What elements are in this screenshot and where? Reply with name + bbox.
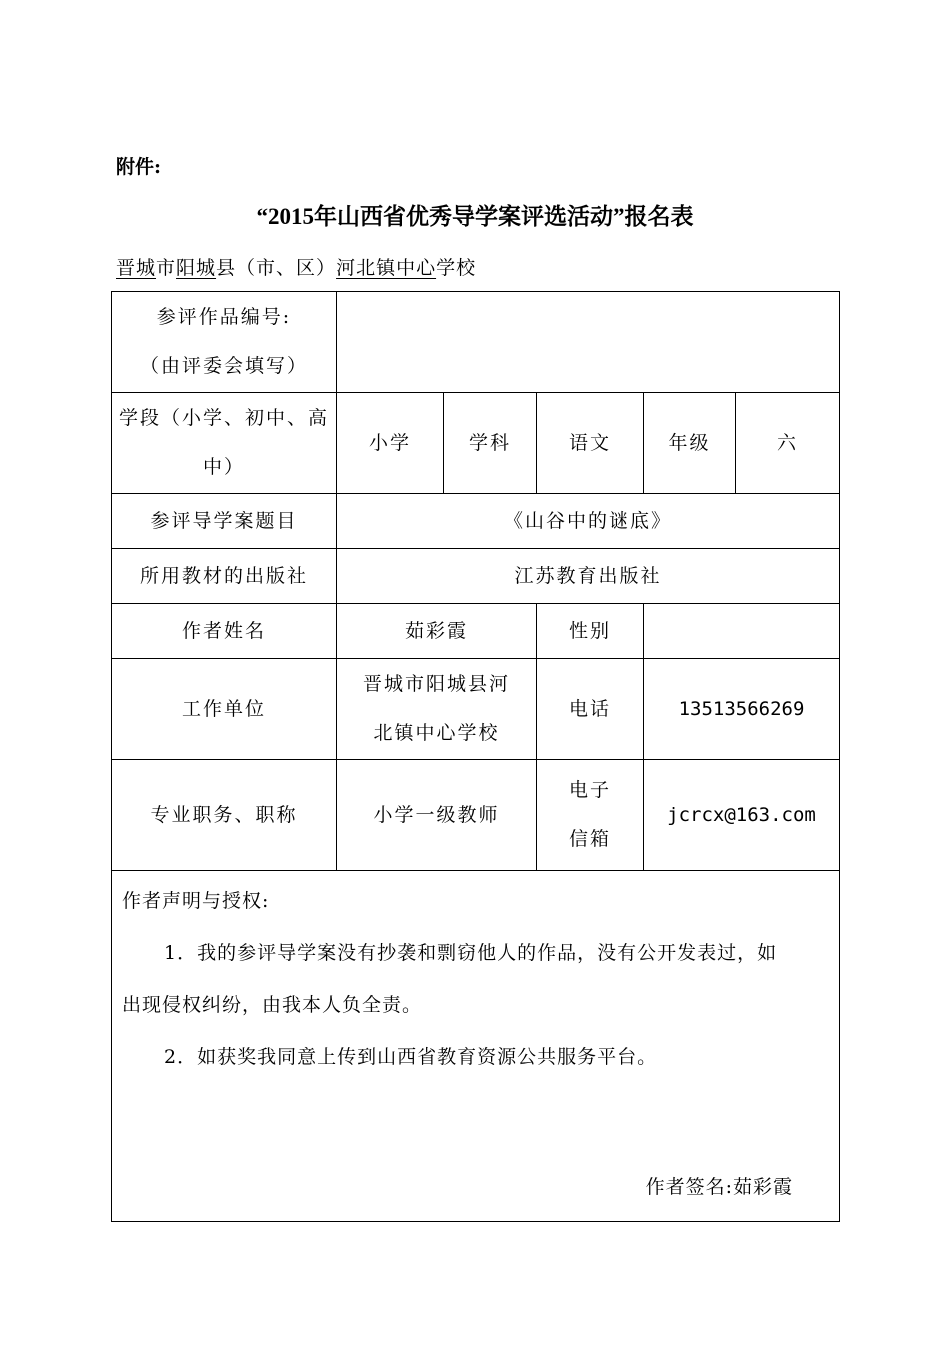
school-suffix: 学校 — [436, 257, 477, 279]
job-title-label: 专业职务、职称 — [112, 760, 337, 871]
author-label: 作者姓名 — [112, 604, 337, 659]
job-title-value: 小学一级教师 — [337, 760, 537, 871]
table-row — [112, 549, 840, 604]
phone-value: 13513566269 — [644, 659, 840, 760]
publisher-label: 所用教材的出版社 — [112, 549, 337, 604]
gender-label: 性别 — [537, 604, 644, 659]
signature-value: 茹彩霞 — [733, 1176, 794, 1198]
table-row — [112, 760, 840, 871]
registration-table — [111, 291, 840, 1222]
stage-value: 小学 — [337, 393, 444, 494]
signature-line — [122, 1161, 831, 1213]
declaration-section — [112, 871, 840, 1222]
topic-label: 参评导学案题目 — [112, 494, 337, 549]
unit-label: 工作单位 — [112, 659, 337, 760]
unit-value: 晋城市阳城县河 北镇中心学校 — [337, 659, 537, 760]
form-title: “2015年山西省优秀导学案评选活动”报名表 — [256, 204, 694, 229]
topic-value: 《山谷中的谜底》 — [337, 494, 840, 549]
email-label: 电子 信箱 — [537, 760, 644, 871]
declaration-item-1-cont: 出现侵权纠纷，由我本人负全责。 — [122, 994, 423, 1016]
grade-value: 六 — [736, 393, 840, 494]
table-row — [112, 292, 840, 393]
school-name: 河北镇中心 — [336, 257, 437, 279]
subject-label: 学科 — [444, 393, 537, 494]
table-row — [112, 494, 840, 549]
county-suffix: 县（市、区） — [216, 257, 337, 279]
grade-label: 年级 — [644, 393, 736, 494]
phone-label: 电话 — [537, 659, 644, 760]
table-row — [112, 871, 840, 1222]
county-name: 阳城 — [176, 257, 217, 279]
school-line — [116, 253, 476, 280]
attachment-label: 附件: — [116, 156, 162, 178]
email-value: jcrcx@163.com — [644, 760, 840, 871]
declaration-item-2: 2．如获奖我同意上传到山西省教育资源公共服务平台。 — [164, 1046, 658, 1068]
subject-value: 语文 — [537, 393, 644, 494]
author-value: 茹彩霞 — [337, 604, 537, 659]
entry-no-label: 参评作品编号: （由评委会填写） — [112, 292, 337, 393]
stage-label: 学段（小学、初中、高 中） — [112, 393, 337, 494]
gender-value[interactable] — [644, 604, 840, 659]
signature-label: 作者签名: — [645, 1176, 733, 1198]
declaration-item-1: 1．我的参评导学案没有抄袭和剽窃他人的作品，没有公开发表过，如 — [164, 942, 778, 964]
city-suffix: 市 — [156, 257, 177, 279]
publisher-value: 江苏教育出版社 — [337, 549, 840, 604]
city-name: 晋城 — [116, 257, 157, 279]
declaration-heading: 作者声明与授权: — [122, 890, 270, 912]
table-row — [112, 393, 840, 494]
table-row — [112, 604, 840, 659]
entry-no-value[interactable] — [337, 292, 840, 393]
table-row — [112, 659, 840, 760]
